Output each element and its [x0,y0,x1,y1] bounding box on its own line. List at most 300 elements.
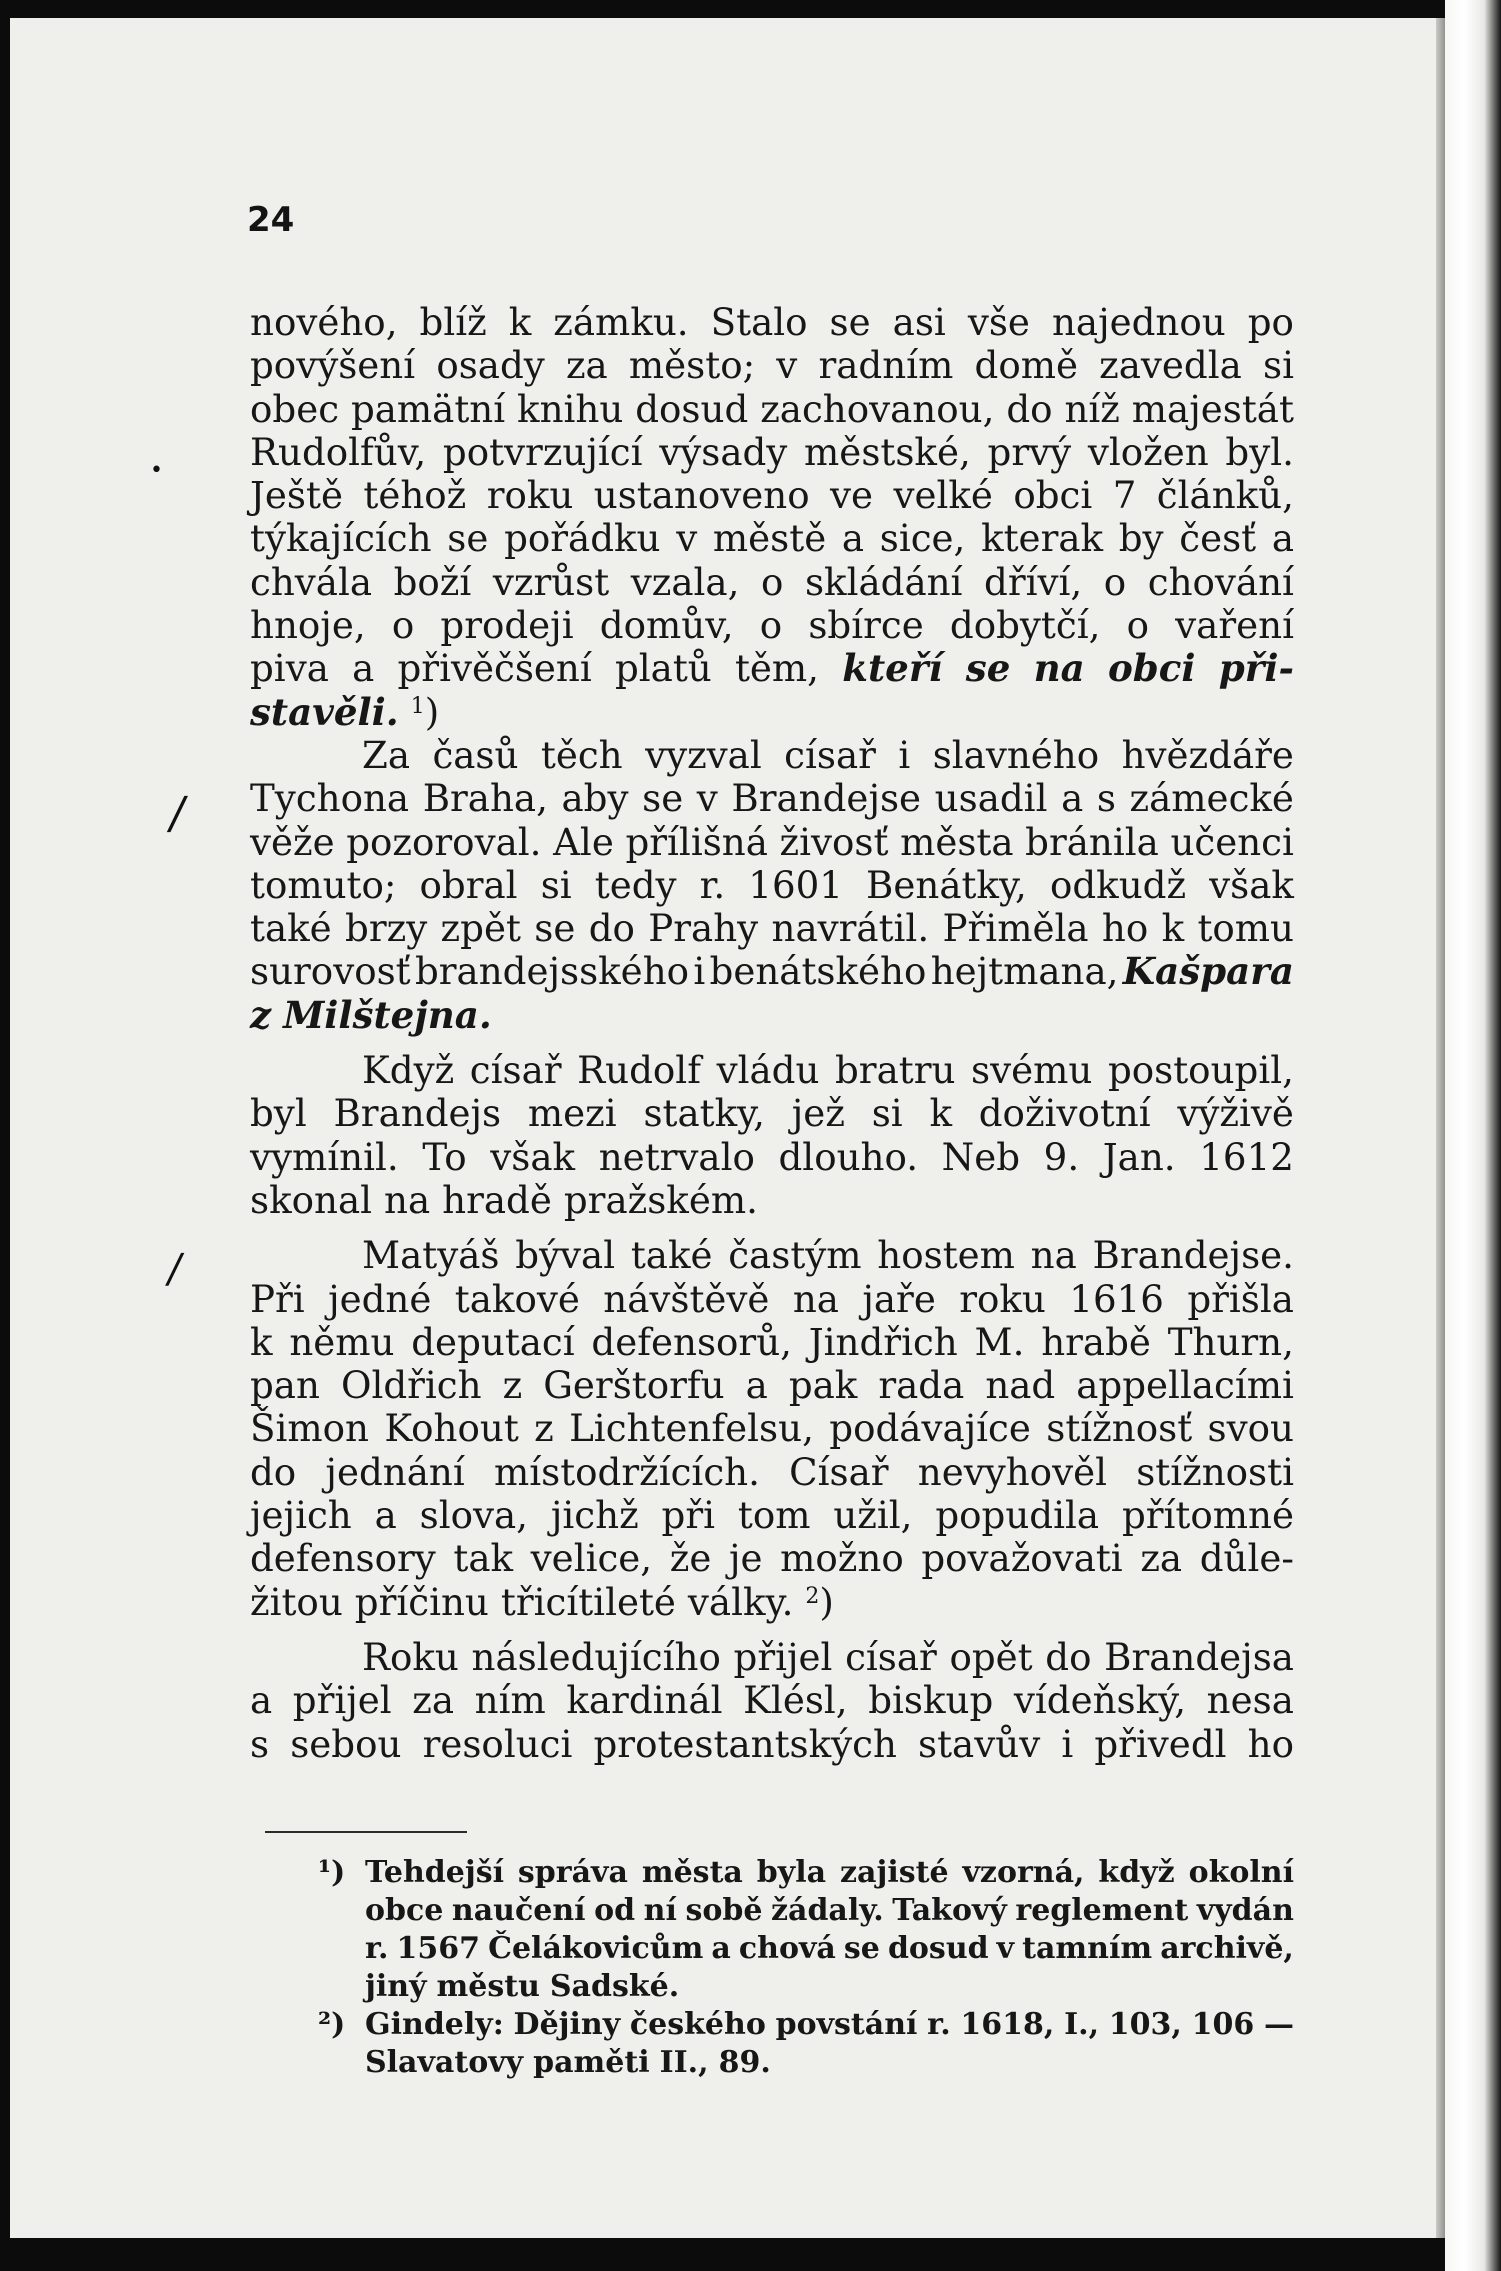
word: městu [436,1969,540,2004]
word: je [728,1536,763,1581]
word: 106 [1191,2007,1255,2042]
word: Gerštorfu [543,1363,725,1408]
word: Tehdejší [365,1855,504,1890]
word: vyzval [645,732,762,777]
text-line [250,777,1294,820]
word: když [1098,1855,1175,1890]
word: bratru [835,1048,956,1093]
text-line [250,1234,1294,1277]
word: o [1103,559,1127,604]
word: že [669,1536,712,1581]
word: byla [756,1855,827,1890]
word: živosť [779,819,889,864]
word: vídeňský, [1013,1678,1187,1723]
word: slavného [932,732,1100,777]
word: 1616 [1069,1276,1164,1321]
word: piva [250,646,329,691]
text-line [250,1636,1294,1679]
word: appellacími [1076,1363,1294,1408]
footnotes [250,1854,1294,2082]
word: do [250,1449,297,1494]
word: slova, [419,1493,529,1538]
word: býval [515,1233,616,1278]
word: Dějiny [513,2007,621,2042]
word: vaření [1175,603,1294,648]
word: hostem [877,1233,1015,1278]
word: Brandejse. [1092,1233,1294,1278]
word: Rudolf [577,1048,701,1093]
word: o [391,603,415,648]
word: městě [712,516,827,561]
word: protestantských [593,1721,897,1766]
word: místodržících. [493,1449,760,1494]
word: resoluci [422,1721,573,1766]
word: k [508,300,532,344]
word: ho [1101,906,1149,951]
word: Matyáš [362,1233,500,1278]
word: němu [289,1319,395,1364]
word: M. [974,1319,1025,1364]
word: skonal [250,1177,373,1222]
word: také [250,906,332,951]
word: českého [629,2007,766,2042]
text-line [250,1278,1294,1321]
word: hvězdáře [1121,732,1294,777]
word: dosud [635,386,749,431]
text-line [250,1537,1294,1580]
word: Při [250,1276,305,1321]
word: přítomné [1121,1493,1294,1538]
word: města [900,819,1014,864]
word: najednou [1051,300,1226,344]
word: tomuto; [250,862,397,907]
word: za [412,1678,455,1723]
word: se [534,906,576,951]
word: v [776,343,798,388]
word: r. [927,2007,951,2042]
word: pozoroval. [346,819,542,864]
word: vzrůst [492,559,610,604]
margin-dot: • [150,458,163,483]
word: zachovanou, [760,386,995,431]
word: Oldřich [340,1363,482,1408]
word: blíž [419,300,487,344]
word: o [759,603,783,648]
word: jichž [550,1493,639,1538]
word: roku [959,1276,1046,1321]
word: žádaly. [770,1893,884,1928]
word: pořádku [504,516,661,561]
word: 1618, [960,2007,1055,2042]
text-line [250,1049,1294,1092]
word: rada [878,1363,965,1408]
text-line [250,474,1294,517]
word: obral [419,862,518,907]
word: nad [985,1363,1056,1408]
text-line [250,864,1294,907]
text-line [250,1092,1294,1135]
word: za [1140,1536,1183,1581]
word: vložen [1087,429,1209,474]
word: do [1045,1634,1092,1679]
word: v [996,1931,1015,1966]
word: Sadské. [549,1969,680,2004]
word: s [1096,776,1116,821]
word: brzy [345,906,428,951]
word: se [447,516,489,561]
footnote-reference: $^2$) [805,1579,834,1624]
word: třicítileté [500,1579,676,1624]
word: a [352,646,375,691]
word: Kašpara [1122,949,1294,994]
word: Přiměla [942,906,1089,951]
word: velice, [530,1536,653,1581]
word: příčinu [354,1579,489,1624]
word: a [1061,776,1084,821]
word: zavedla [1099,343,1242,388]
word: si [1262,343,1294,388]
word: nového, [250,300,398,344]
word: 89. [718,2045,771,2080]
word: z [502,1363,523,1408]
footnote-line [250,1892,1294,1930]
word: hrabě [1041,1319,1151,1364]
word: Šimon [250,1406,369,1451]
word: To [422,1134,467,1179]
word: výsady [659,429,788,474]
word: 1567 [396,1931,481,1966]
word: Jindřich [808,1319,958,1364]
word: ustanoveno [593,473,810,518]
word: jež [791,1091,845,1136]
word: biskup [868,1678,994,1723]
page-edge [1445,0,1501,2271]
word: zámku. [553,300,689,344]
word: Neb [941,1134,1021,1179]
word: prvý [987,429,1072,474]
word: obec [250,386,340,431]
text-line [250,907,1294,950]
word: byl [250,1091,307,1136]
word: s [250,1721,270,1766]
word: sobě [685,1893,763,1928]
word: deputací [411,1319,575,1364]
word: tamním [1022,1931,1153,1966]
body-text [250,301,1294,1766]
word: velké [893,473,993,518]
word: odkudž [1049,862,1187,907]
word: bránila [1025,819,1159,864]
word: obci [1013,473,1093,518]
footnote-rule [265,1831,467,1833]
word: Brandejse [731,776,922,821]
text-line [250,604,1294,647]
word: aby [561,776,629,821]
word: do [588,906,635,951]
word: 1601 [748,862,843,907]
word: Brandejsa [1104,1634,1294,1679]
footnote-reference: $^1$) [410,689,440,734]
word: po [1247,300,1294,344]
word: přivedl [1094,1721,1227,1766]
word: tedy [594,862,677,907]
word: povýšení [250,343,416,388]
word: války. [687,1579,794,1624]
word: asi [892,300,946,344]
word: do [1006,386,1053,431]
word: Thurn, [1167,1319,1294,1364]
word: prodeji [440,603,574,648]
word: dosud [887,1931,989,1966]
word: vymínil. [250,1134,399,1179]
word: pan [250,1363,320,1408]
word: byl. [1225,429,1294,474]
word: přijel [292,1678,392,1723]
word: z [250,992,272,1037]
word: knihu [517,386,624,431]
word: defensory [250,1536,436,1581]
word: Roku [362,1634,459,1679]
word: tak [453,1536,514,1581]
word: mezi [527,1091,617,1136]
word: císař [469,1048,562,1093]
word: přivěčšení [397,646,592,691]
text-line [250,821,1294,864]
word: podávajíce [829,1406,1031,1451]
word: článků, [1156,473,1294,518]
word: dlouho. [778,1134,919,1179]
word: Prahy [648,906,759,951]
word: a [250,1678,273,1723]
word: Za [362,732,411,777]
word: Jan. [1102,1134,1176,1179]
word: přílišná [625,819,768,864]
word: v [696,776,718,821]
word: dříví, [984,559,1083,604]
word: i [898,732,911,777]
word: vydán [1196,1893,1294,1928]
word: týkajících [250,516,432,561]
word: časů [432,732,519,777]
word: II., [659,2045,709,2080]
word: věže [250,819,335,864]
word: Benátky, [866,862,1027,907]
word: defensorů, [591,1319,792,1364]
word: císař [845,1634,937,1679]
word: 103, [1108,2007,1182,2042]
book-page [10,18,1445,2238]
word: chová [738,1931,836,1966]
word: tomu [1197,906,1294,951]
word: Ještě [250,473,343,518]
word: Ale [553,819,614,864]
text-line [250,1407,1294,1450]
word: Stalo [710,300,808,344]
footnote-line [250,2006,1294,2044]
text-line [250,691,1294,734]
word: sbírce [808,603,924,648]
margin-stroke: / [165,788,190,839]
word: vládu [716,1048,820,1093]
word: Slavatovy [365,2045,524,2080]
word: svému [971,1048,1093,1093]
word: nesa [1206,1678,1294,1723]
word: r. [365,1931,389,1966]
word: Lichtenfelsu, [569,1406,814,1451]
word: Kohout [384,1406,519,1451]
word: surovosť [250,949,411,994]
word: takové [454,1276,580,1321]
word: Když [362,1048,455,1093]
word: 1612 [1199,1134,1294,1179]
word: stavěli. [250,689,399,734]
word: se [965,646,1011,691]
text-line [250,1723,1294,1766]
word: téhož [363,473,467,518]
word: na [1033,646,1085,691]
word: Klésl, [743,1678,848,1723]
word: skládání [804,559,963,604]
word: za [565,343,608,388]
text-line [250,1581,1294,1624]
word: Rudolfův, [250,429,427,474]
word: pak [788,1363,858,1408]
word: — [1263,2007,1294,2042]
text-line [250,344,1294,387]
word: navrátil. [771,906,930,951]
footnote-line [250,1930,1294,1968]
word: benátského [709,949,927,994]
word: přišla [1187,1276,1294,1321]
word: majestát [1131,386,1294,431]
word: dobytčí, [949,603,1101,648]
word: jaře [862,1276,936,1321]
word: k [250,1319,273,1364]
word: stížnosť [1046,1406,1193,1451]
word: okolní [1188,1855,1294,1890]
word: brandejsského [414,949,690,994]
word: sebou [290,1721,402,1766]
word: kterak [981,516,1104,561]
word: výživě [1177,1091,1294,1136]
text-line [250,301,1294,344]
word: správa [517,1855,628,1890]
page-number: 24 [247,200,295,240]
word: Milštejna. [283,992,492,1037]
word: jejich [250,1493,352,1538]
word: zpět [440,906,521,951]
word: v [676,516,698,561]
word: vzala, [630,559,740,604]
text-line [250,561,1294,604]
word: na [1030,1233,1077,1278]
word: obce [365,1893,444,1928]
word: Brandejs [333,1091,502,1136]
word: však [490,1134,576,1179]
text-line [250,1321,1294,1364]
text-line [250,517,1294,560]
word: při- [1218,646,1294,691]
word: žitou [250,1579,343,1624]
word: r. [699,862,726,907]
word: sice, [879,516,966,561]
word: statky, [643,1091,766,1136]
word: I., [1064,2007,1100,2042]
word: jedné [328,1276,432,1321]
word: jednání [325,1449,465,1494]
word: města [641,1855,743,1890]
word: povstání [775,2007,918,2042]
word: Čelákovicům [488,1931,704,1966]
word: možno [780,1536,904,1581]
word: následujícího [471,1634,721,1679]
word: těch [540,732,623,777]
word: vzorná, [962,1855,1085,1890]
word: stížnosti [1136,1449,1294,1494]
word: netrvalo [598,1134,755,1179]
word: o [761,559,784,604]
word: také [630,1233,713,1278]
word: zajisté [839,1855,949,1890]
word: zámecké [1129,776,1294,821]
word: česť [1179,516,1257,561]
word: reglement [1015,1893,1189,1928]
word: paměti [533,2045,650,2080]
text-line [250,388,1294,431]
word: si [540,862,572,907]
word: ním [474,1678,546,1723]
text-line [250,950,1294,993]
word: stavův [918,1721,1041,1766]
word: boží [393,559,472,604]
word: obci [1107,646,1196,691]
word: pamätní [350,386,506,431]
word: vše [967,300,1030,344]
text-line [250,1494,1294,1537]
word: Gindely: [365,2007,504,2042]
word: platů [614,646,712,691]
margin-stroke: / [163,1246,186,1292]
footnote-line [250,1968,1294,2006]
word: hradě [442,1177,552,1222]
word: přijel [733,1634,833,1679]
text-line [250,1179,1294,1222]
word: usadil [934,776,1048,821]
word: 7 [1112,473,1137,518]
word: a [841,516,865,561]
word: od [594,1893,636,1928]
word: jiný [365,1969,427,2004]
word: důle- [1199,1536,1294,1581]
footnote-line [250,1854,1294,1892]
word: hnoje, [250,603,366,648]
word: učenci [1170,819,1294,864]
text-line [250,1136,1294,1179]
footnote-line [250,2044,1294,2082]
word: potvrzující [442,429,643,474]
word: naučení [451,1893,586,1928]
word: postoupil, [1107,1048,1294,1093]
word: Braha, [422,776,548,821]
text-line [250,1679,1294,1722]
word: Takový [892,1893,1007,1928]
word: městské, [804,429,971,474]
word: císař [784,732,876,777]
word: pražském. [563,1177,758,1222]
text-line [250,734,1294,777]
word: domův, [599,603,734,648]
word: archivě, [1160,1931,1294,1966]
